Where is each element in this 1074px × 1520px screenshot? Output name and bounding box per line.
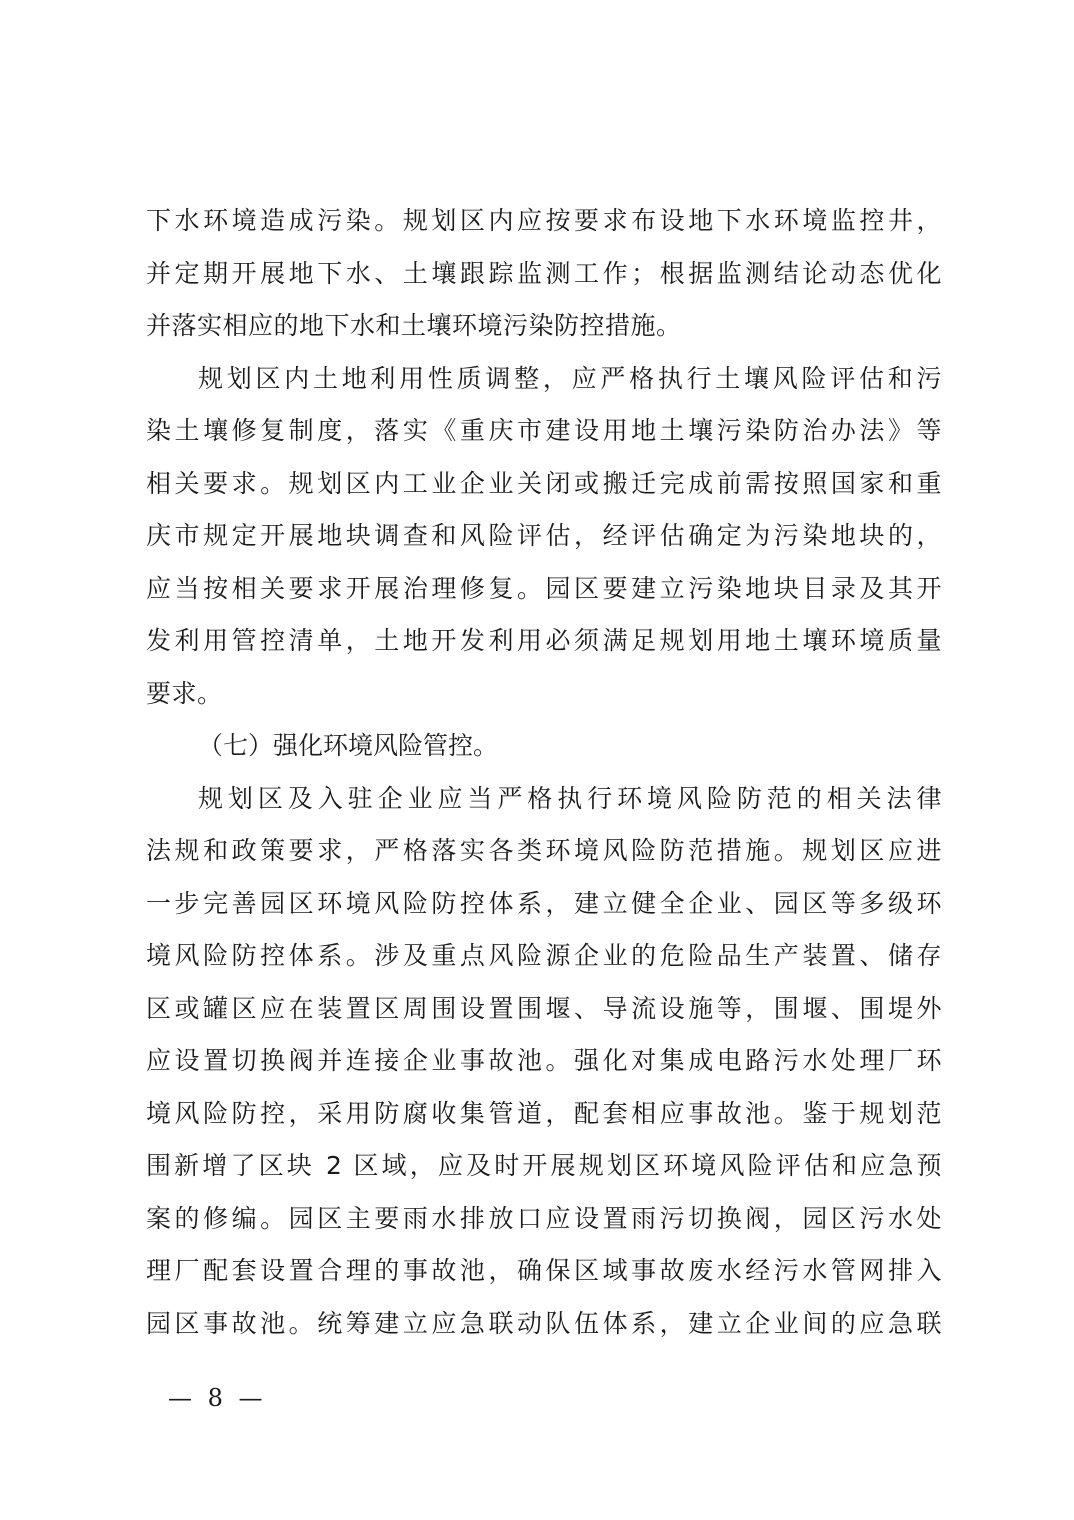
paragraph-line: 并落实相应的地下水和土壤环境污染防控措施。 — [146, 311, 682, 340]
paragraph-line: 染土壤修复制度，落实《重庆市建设用地土壤污染防治办法》等 — [146, 416, 942, 445]
paragraph-line: 园区事故池。统筹建立应急联动队伍体系，建立企业间的应急联 — [146, 1308, 942, 1338]
paragraph-line: 区或罐区应在装置区周围设置围堰、导流设施等，围堰、围堤外 — [146, 993, 942, 1023]
paragraph-line: 围新增了区块 2 区域，应及时开展规划区环境风险评估和应急预 — [146, 1151, 942, 1180]
paragraph-line: 应当按相关要求开展治理修复。园区要建立污染地块目录及其开 — [146, 573, 942, 603]
body-text — [146, 195, 942, 1350]
paragraph-line: 案的修编。园区主要雨水排放口应设置雨污切换阀，园区污水处 — [146, 1203, 942, 1233]
paragraph-line: 理厂配套设置合理的事故池，确保区域事故废水经污水管网排入 — [146, 1256, 942, 1285]
paragraph-line: 要求。 — [146, 678, 223, 708]
paragraph-line: 相关要求。规划区内工业企业关闭或搬迁完成前需按照国家和重 — [146, 468, 942, 498]
paragraph-line: 一步完善园区环境风险防控体系，建立健全企业、园区等多级环 — [146, 888, 942, 918]
paragraph-line: 法规和政策要求，严格落实各类环境风险防范措施。规划区应进 — [146, 836, 942, 865]
paragraph-line: 并定期开展地下水、土壤跟踪监测工作；根据监测结论动态优化 — [146, 258, 942, 288]
section-heading: （七）强化环境风险管控。 — [198, 731, 499, 760]
paragraph-line: 庆市规定开展地块调查和风险评估，经评估确定为污染地块的， — [146, 521, 942, 550]
page-number: — 8 — — [168, 1384, 267, 1412]
paragraph-line: 下水环境造成污染。规划区内应按要求布设地下水环境监控井， — [146, 206, 942, 235]
paragraph-line: 应设置切换阀并连接企业事故池。强化对集成电路污水处理厂环 — [146, 1046, 942, 1075]
paragraph-line: 境风险防控，采用防腐收集管道，配套相应事故池。鉴于规划范 — [146, 1098, 942, 1128]
paragraph-line: 发利用管控清单，土地开发利用必须满足规划用地土壤环境质量 — [146, 626, 942, 655]
paragraph-line: 规划区内土地利用性质调整，应严格执行土壤风险评估和污 — [198, 363, 942, 393]
paragraph-line: 规划区及入驻企业应当严格执行环境风险防范的相关法律 — [198, 783, 942, 813]
paragraph-line: 境风险防控体系。涉及重点风险源企业的危险品生产装置、储存 — [146, 941, 942, 970]
